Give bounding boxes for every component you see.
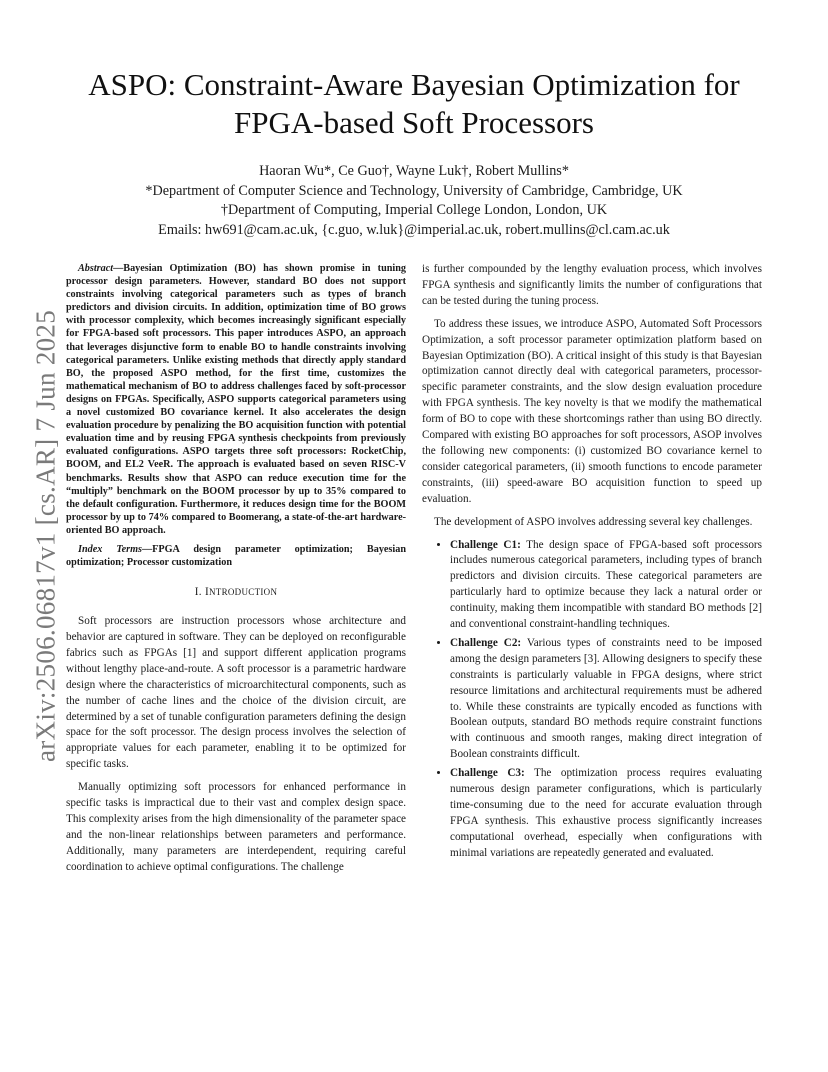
abstract-text: —Bayesian Optimization (BO) has shown promise in tuning processor design parameters. However, standard BO does not support constraints involving categorical parameters such as types of branch predictors and division circuits. In addition, optimization time of BO grows with processor complexity, which becomes increasingly significant especially for FPGA-based soft processors. This paper introduces ASPO, an approach that leverages disjunctive form to enable BO to handle constraints involving categorical parameters. Unlike existing methods that directly apply standard BO, the proposed ASPO method, for the first time, customizes the mathematical mechanism of BO to address challenges faced by soft-processor designs on FPGAs. Specifically, ASPO supports categorical parameters using a novel customized BO covariance kernel. It also accelerates the design evaluation procedure by penalizing the BO acquisition function with potential evaluation time and by reusing FPGA synthesis checkpoints from previously evaluated configurations. ASPO targets three soft processors: RocketChip, BOOM, and EL2 VeeR. The approach is evaluated based on seven RISC-V benchmarks. Results show that ASPO can reduce execution time for the “multiply” benchmark on the BOOM processor by up to 35% compared to the default configuration. Furthermore, it reduces design time for the BOOM processor by up to 74% compared to Boomerang, a state-of-the-art hardware-oriented BO approach. [66, 263, 406, 536]
author-block [0, 162, 828, 240]
title-line-2: FPGA-based Soft Processors [234, 105, 594, 140]
section-heading-introduction [66, 585, 406, 601]
right-column [422, 262, 762, 865]
affiliation-imperial: †Department of Computing, Imperial College London, London, UK [220, 202, 608, 218]
body-paragraph: The development of ASPO involves addressing several key challenges. [434, 515, 753, 528]
section-title: NTRODUCTION [208, 587, 278, 598]
left-column [66, 262, 406, 883]
challenge-item [450, 538, 762, 633]
author-names: Haoran Wu*, Ce Guo†, Wayne Luk†, Robert Mullins* [259, 163, 569, 179]
challenge-title: Challenge C3: [450, 767, 525, 780]
challenge-text: Various types of constraints need to be imposed among the design parameters [3]. Allowing designers to specify these constraints is particularly valuable in FPGA designs, where strict resource limitations and architectural requirements must be adhered to. While these constraints are typically encoded as functions with Boolean outputs, standard BO methods require constraint functions with continuous and smooth ranges, making direct integration of Boolean constraints difficult. [450, 636, 762, 761]
body-paragraph: is further compounded by the lengthy evaluation process, which involves FPGA synthesis and significantly limits the number of configurations that can be tested during the tuning process. [422, 263, 762, 307]
body-paragraph: To address these issues, we introduce ASPO, Automated Soft Processors Optimization, a soft processor parameter optimization platform based on Bayesian Optimization (BO). A critical insight of this study is that Bayesian optimization cannot directly deal with categorical parameters, processor-specific parameter constraints, and the slow design evaluation procedure with FPGA synthesis. The key novelty is that we modify the mathematical form of BO to cope with these shortcomings rather than using BO directly. Compared with existing BO approaches for soft processors, ASOP involves the following new components: (i) customized BO covariance kernel to consider categorical parameters, (ii) smooth functions to encode parameter constraints, (iii) speed-aware BO acquisition function to speed up evaluation. [422, 317, 762, 505]
title-line-1: ASPO: Constraint-Aware Bayesian Optimization for [88, 67, 740, 102]
author-emails: Emails: hw691@cam.ac.uk, {c.guo, w.luk}@imperial.ac.uk, robert.mullins@cl.cam.ac.uk [158, 221, 670, 238]
challenge-title: Challenge C2: [450, 636, 522, 649]
arxiv-stamp: arXiv:2506.06817v1 [cs.AR] 7 Jun 2025 [30, 309, 61, 763]
challenge-text: The design space of FPGA-based soft processors includes numerous categorical parameters, including types of branch predictors and division circuits. These categorical parameters are particularly hard to optimize because they lack a natural order or continuity, making them incompatible with standard BO methods [2] and conventional constraint-handling techniques. [450, 538, 762, 631]
section-number: I. I [194, 586, 209, 599]
challenge-list [422, 538, 762, 862]
challenge-text: The optimization process requires evaluating numerous design parameter configurations, which is particularly time-consuming due to the need for accurate evaluation through FPGA synthesis. This exhaustive process significantly increases computational overhead, especially when configurations with minimal variations are repeatedly generated and evaluated. [450, 767, 762, 859]
affiliation-cambridge: *Department of Computer Science and Technology, University of Cambridge, Cambridge, UK [145, 182, 683, 199]
intro-paragraph: Manually optimizing soft processors for enhanced performance in specific tasks is impractical due to their vast and complex design space. This complexity arises from the high dimensionality of the parameter space and the non-linear relationships between parameters and performance. Additionally, many parameters are interdependent, requiring careful coordination to achieve optimal configurations. The challenge [66, 781, 406, 873]
index-terms-lead: Index Terms [78, 543, 142, 555]
intro-paragraph: Soft processors are instruction processors whose architecture and behavior are captured in software. They can be deployed on reconfigurable fabrics such as FPGAs [1] and support different application programs without lengthy place-and-route. A soft processor is a parametric hardware design where the characteristics of microarchitectural components, such as the number of cache lines and the choice of the division circuit, are determined by a set of tunable configuration parameters defining the design space for the soft processor. The design process involves the selection of appropriate values for each parameter, enabling it to be optimized for specific tasks. [66, 615, 406, 771]
challenge-item [450, 766, 762, 861]
challenge-item [450, 636, 762, 763]
challenge-title: Challenge C1: [450, 538, 521, 551]
abstract-lead: Abstract [78, 263, 114, 274]
index-terms [66, 543, 406, 569]
abstract [66, 262, 406, 537]
index-terms-text: —FPGA design parameter optimization; Bayesian optimization; Processor customization [66, 543, 406, 569]
paper-title [0, 66, 828, 142]
